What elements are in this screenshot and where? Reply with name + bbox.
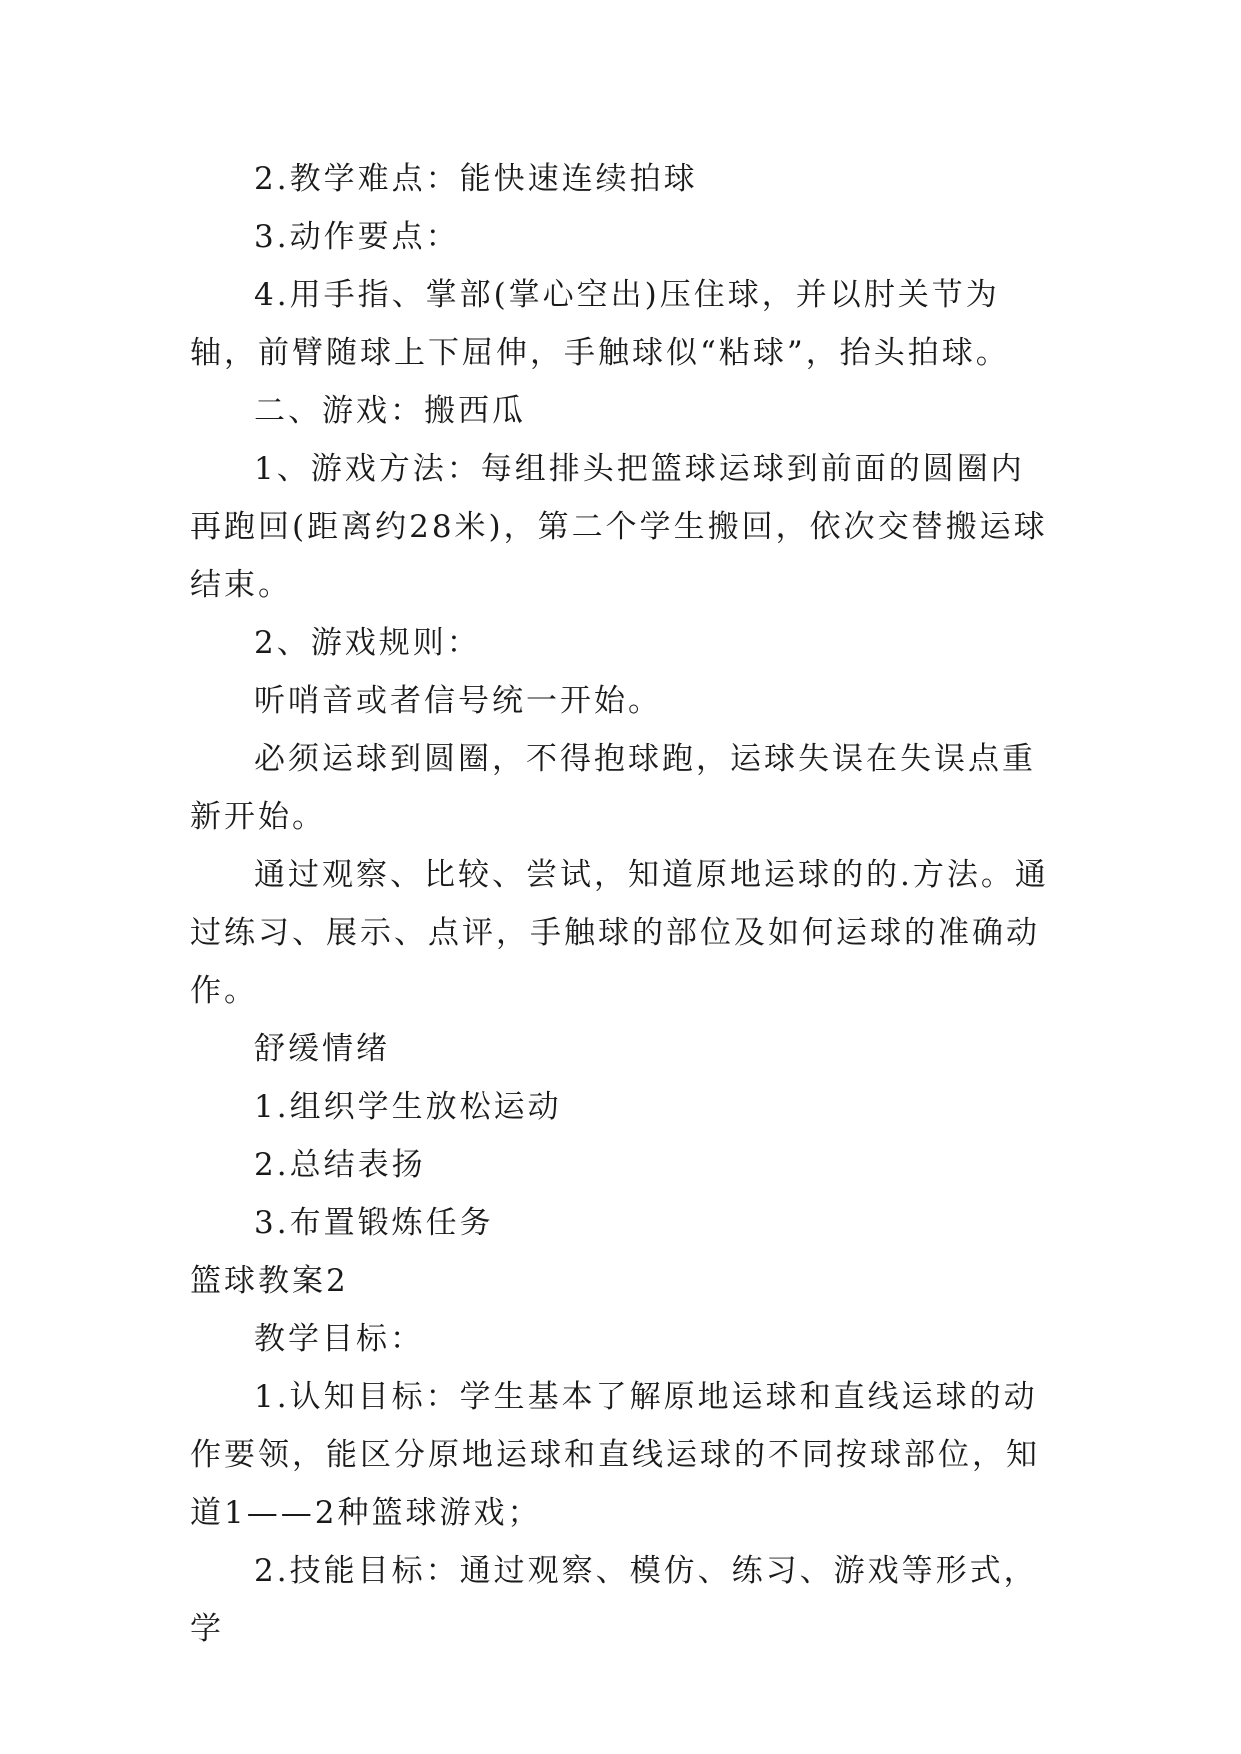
section-heading: 二、游戏：搬西瓜 (254, 393, 526, 429)
paragraph: 通过观察、比较、尝试，知道原地运球的的.方法。通过练习、展示、点评，手触球的部位及如何运球的准确动作。 (190, 857, 1049, 1009)
paragraph: 2.教学难点：能快速连续拍球 (254, 161, 698, 197)
section-heading: 教学目标： (254, 1321, 424, 1357)
paragraph: 1.组织学生放松运动 (254, 1089, 562, 1125)
section-heading: 舒缓情绪 (254, 1031, 390, 1067)
paragraph: 1、游戏方法：每组排头把篮球运球到前面的圆圈内再跑回(距离约28米)，第二个学生搬回，依次交替搬运球结束。 (190, 451, 1048, 603)
document-body (190, 150, 1050, 1658)
paragraph: 1.认知目标：学生基本了解原地运球和直线运球的动作要领，能区分原地运球和直线运球的不同按球部位，知道1——2种篮球游戏； (190, 1379, 1040, 1531)
paragraph: 听哨音或者信号统一开始。 (254, 683, 662, 719)
paragraph: 必须运球到圆圈，不得抱球跑，运球失误在失误点重新开始。 (190, 741, 1036, 835)
paragraph: 4.用手指、掌部(掌心空出)压住球，并以肘关节为轴，前臂随球上下屈伸，手触球似“粘球”，抬头拍球。 (190, 277, 1010, 371)
paragraph: 3.动作要点： (254, 219, 460, 255)
paragraph: 2、游戏规则： (254, 625, 481, 661)
paragraph: 2.技能目标：通过观察、模仿、练习、游戏等形式，学 (190, 1553, 1038, 1647)
paragraph: 2.总结表扬 (254, 1147, 426, 1183)
document-title: 篮球教案2 (190, 1263, 349, 1299)
paragraph: 3.布置锻炼任务 (254, 1205, 494, 1241)
